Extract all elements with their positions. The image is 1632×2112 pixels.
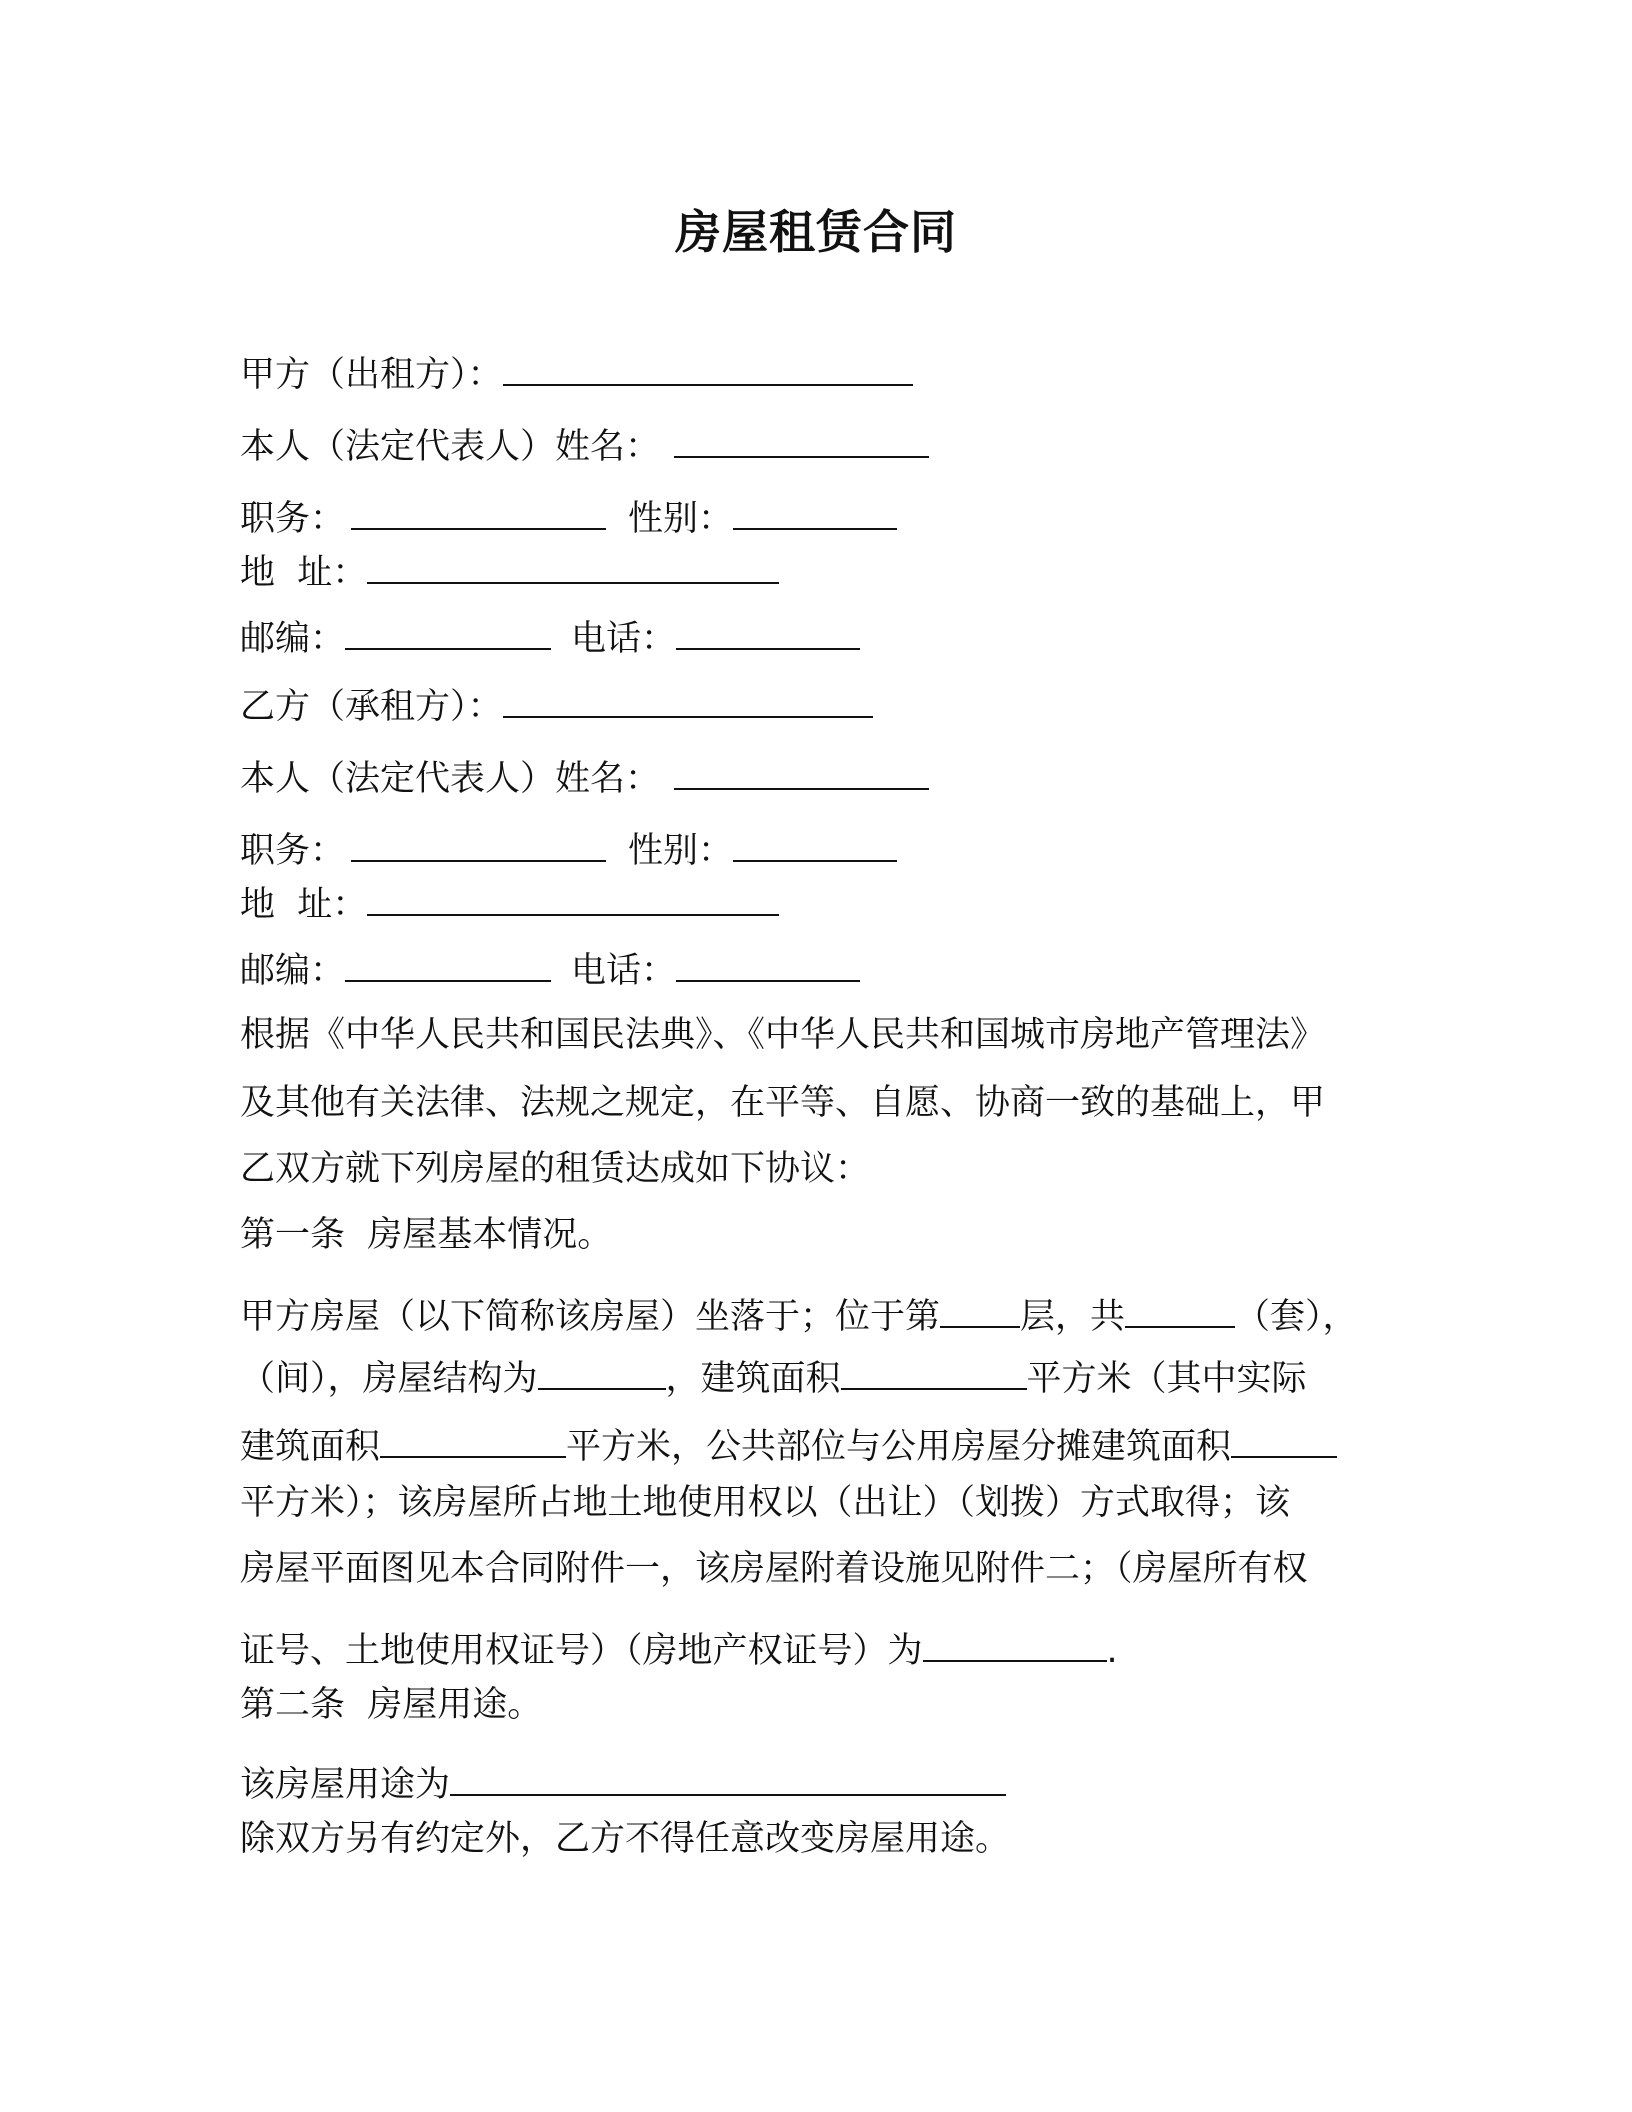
- party-b-name-blank[interactable]: [503, 686, 873, 718]
- party-a-phone-label: 电话：: [571, 619, 677, 659]
- article-1-line-4: 平方米）；该房屋所占地土地使用权以（出让）（划拨）方式取得；该: [240, 1483, 1291, 1523]
- party-b-position-label: 职务：: [240, 831, 346, 871]
- shared-area-blank[interactable]: [1231, 1412, 1337, 1458]
- preamble-line-3: 乙双方就下列房屋的租赁达成如下协议：: [240, 1149, 871, 1189]
- party-b-contact-line: [240, 948, 860, 994]
- party-a-gender-blank[interactable]: [733, 498, 897, 530]
- party-b-gender-label: 性别：: [628, 831, 734, 871]
- article-2-use-label: 该房屋用途为: [240, 1765, 451, 1805]
- structure-blank[interactable]: [538, 1344, 666, 1390]
- article-1-line-3: [240, 1412, 1337, 1470]
- party-b-address-blank[interactable]: [367, 884, 779, 916]
- party-b-zip-label: 邮编：: [240, 951, 346, 991]
- party-b-phone-blank[interactable]: [676, 950, 860, 982]
- article-1-line-5: 房屋平面图见本合同附件一，该房屋附着设施见附件二；（房屋所有权: [240, 1549, 1308, 1589]
- article-1-l1c: （套），: [1235, 1297, 1358, 1337]
- party-a-address-label: 地 址：: [240, 553, 368, 593]
- party-a-rep-line: [240, 412, 929, 470]
- article-1-heading: 第一条 房屋基本情况。: [240, 1215, 613, 1255]
- party-a-address-blank[interactable]: [367, 552, 779, 584]
- article-2-use-line: [240, 1750, 1006, 1808]
- party-b-rep-line: [240, 744, 929, 802]
- party-a-position-line: [240, 484, 897, 542]
- article-1-line-6: [240, 1616, 1118, 1674]
- party-a-gender-label: 性别：: [628, 499, 734, 539]
- party-b-heading-line: [240, 684, 873, 730]
- article-1-l3a: 建筑面积: [240, 1427, 381, 1467]
- article-1-l1b: 层，共: [1020, 1297, 1126, 1337]
- party-a-heading-line: [240, 352, 913, 398]
- party-b-heading: 乙方（承租方）：: [240, 687, 503, 727]
- preamble-line-1: 根据《中华人民共和国民法典》、《中华人民共和国城市房地产管理法》: [240, 1015, 1326, 1055]
- article-1-l2c: 平方米（其中实际: [1026, 1359, 1307, 1399]
- building-area-blank[interactable]: [841, 1344, 1027, 1390]
- party-b-gender-blank[interactable]: [733, 830, 897, 862]
- article-1-l3b: 平方米，公共部位与公用房屋分摊建筑面积: [566, 1427, 1232, 1467]
- party-b-zip-blank[interactable]: [345, 950, 551, 982]
- party-a-rep-blank[interactable]: [674, 412, 929, 458]
- article-1-line-2: [240, 1344, 1307, 1402]
- actual-area-blank[interactable]: [380, 1412, 566, 1458]
- article-2-restriction: 除双方另有约定外，乙方不得任意改变房屋用途。: [240, 1819, 1011, 1859]
- party-b-position-line: [240, 816, 897, 874]
- article-1-l2b: ，建筑面积: [665, 1359, 841, 1399]
- party-a-position-blank[interactable]: [351, 484, 606, 530]
- party-a-phone-blank[interactable]: [676, 618, 860, 650]
- article-1-line-1: [240, 1282, 1358, 1340]
- article-1-l6b: .: [1106, 1631, 1118, 1671]
- certificate-number-blank[interactable]: [923, 1616, 1107, 1662]
- party-a-name-blank[interactable]: [503, 354, 913, 386]
- total-floors-blank[interactable]: [1125, 1282, 1235, 1328]
- party-b-rep-blank[interactable]: [674, 744, 929, 790]
- article-2-heading: 第二条 房屋用途。: [240, 1685, 543, 1725]
- party-a-rep-label: 本人（法定代表人）姓名：: [240, 427, 661, 467]
- party-b-rep-label: 本人（法定代表人）姓名：: [240, 759, 661, 799]
- party-a-heading: 甲方（出租方）：: [240, 355, 503, 395]
- document-title: 房屋租赁合同: [675, 205, 957, 259]
- preamble-line-2: 及其他有关法律、法规之规定，在平等、自愿、协商一致的基础上，甲: [240, 1083, 1326, 1123]
- party-a-contact-line: [240, 616, 860, 662]
- floor-blank[interactable]: [940, 1296, 1020, 1328]
- party-b-position-blank[interactable]: [351, 816, 606, 862]
- house-use-blank[interactable]: [450, 1750, 1006, 1796]
- party-a-position-label: 职务：: [240, 499, 346, 539]
- party-a-zip-label: 邮编：: [240, 619, 346, 659]
- article-1-l1a: 甲方房屋（以下简称该房屋）坐落于；位于第: [240, 1297, 941, 1337]
- party-b-phone-label: 电话：: [571, 951, 677, 991]
- article-1-l2a: （间），房屋结构为: [240, 1359, 538, 1399]
- party-a-address-line: [240, 550, 779, 596]
- party-b-address-line: [240, 882, 779, 928]
- article-1-l6a: 证号、土地使用权证号）（房地产权证号）为: [240, 1631, 923, 1671]
- party-b-address-label: 地 址：: [240, 885, 368, 925]
- party-a-zip-blank[interactable]: [345, 618, 551, 650]
